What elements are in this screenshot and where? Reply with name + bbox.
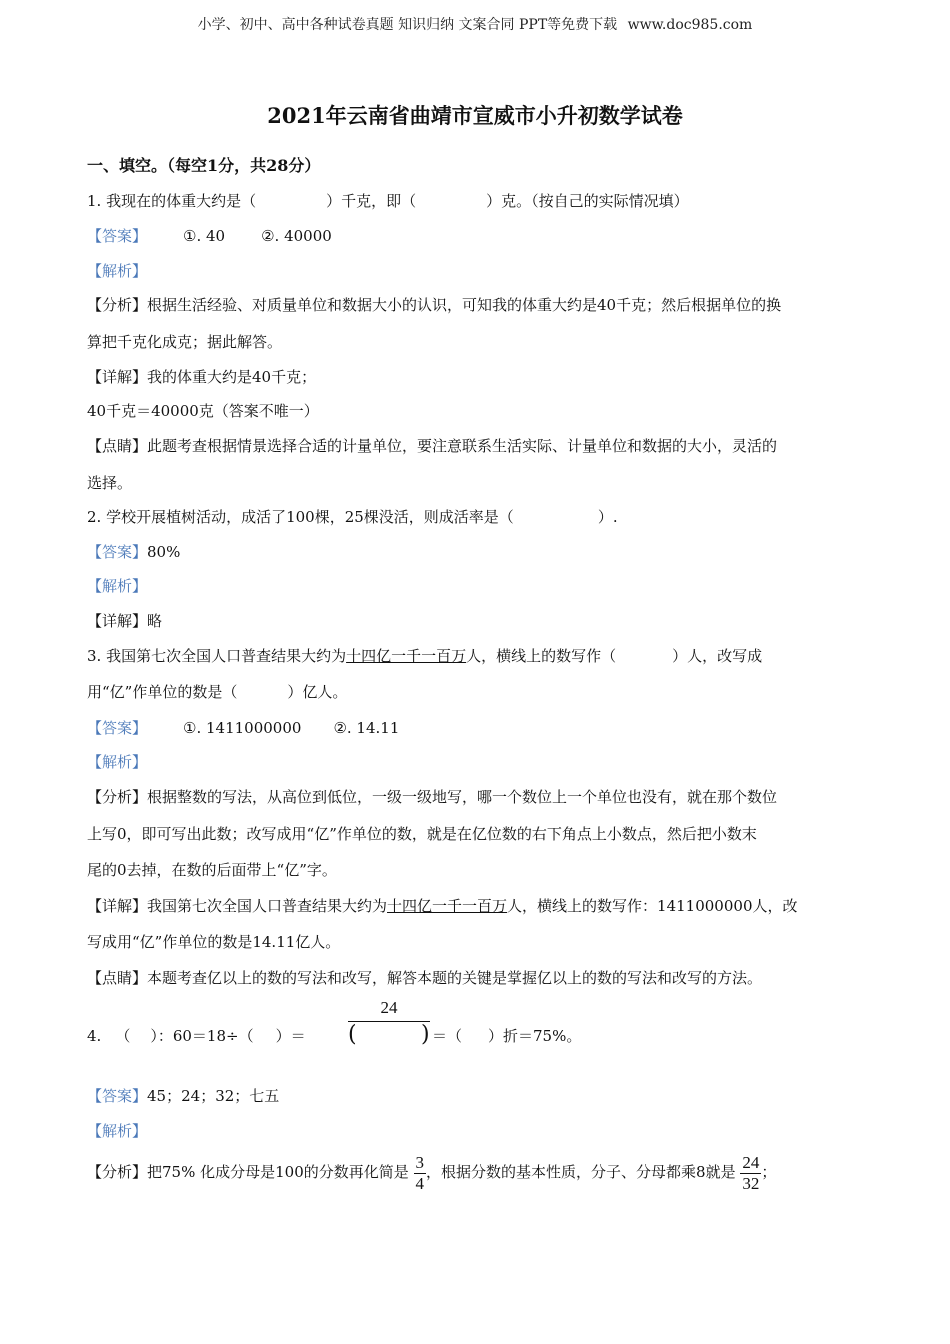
q4-answer: 【答案】45；24；32；七五 [87,1087,280,1105]
question-4: 4. （ ）：60＝18÷（ ）＝ [87,1027,306,1045]
q1-dianjing-2: 选择。 [87,474,133,492]
q2-answer: 【答案】80% [87,543,181,561]
q3-jiexi: 【解析】 [87,753,148,771]
q1-dianjing: 【点睛】此题考查根据情景选择合适的计量单位，要注意联系生活实际、计量单位和数据的大小，灵活的 [87,437,778,455]
question-3-line-2: 用“亿”作单位的数是（ ）亿人。 [87,683,348,701]
section-heading: 一、填空。（每空1分，共28分） [87,156,321,175]
q4-right-paren: ) [421,1022,430,1047]
q3-xiangjie-2: 写成用“亿”作单位的数是14.11亿人。 [87,933,341,951]
question-2: 2. 学校开展植树活动，成活了100棵，25棵没活，则成活率是（ ）. [87,508,618,526]
header-text: 小学、初中、高中各种试卷真题 知识归纳 文案合同 PPT等免费下载 [197,17,618,33]
q1-xiangjie: 【详解】我的体重大约是40千克； [87,368,317,386]
q1-xiangjie-2: 40千克＝40000克（答案不唯一） [87,402,319,420]
question-4-tail: ＝（ ）折＝75%。 [432,1027,582,1045]
page-title: 2021年云南省曲靖市宣威市小升初数学试卷 [267,103,683,128]
q1-fenxi: 【分析】根据生活经验、对质量单位和数据大小的认识，可知我的体重大约是40千克；然后根据单位的换 [87,296,782,314]
question-1: 1. 我现在的体重大约是（ ）千克，即（ ）克。（按自己的实际情况填） [87,192,689,210]
q4-fraction-numerator: 24 [380,998,398,1017]
q4-fenxi: 【分析】把75% 化成分母是100的分数再化简是 $\frac{3}{4}$ ，根据分数的基本性质，分子、分母都乘8就是 $\frac{24}{32}$ ； [87,1152,777,1193]
fraction-3-4: $\frac{3}{4}$ [415,1152,425,1193]
fraction-24-32: $\frac{24}{32}$ [742,1152,760,1193]
q1-jiexi: 【解析】 [87,262,148,280]
question-3: 3. 我国第七次全国人口普查结果大约为十四亿一千一百万人，横线上的数写作（ ）人，改写成 [87,647,763,665]
q1-fenxi-2: 算把千克化成克；据此解答。 [87,333,283,351]
q1-answer: 【答案】 ①. 40 ②. 40000 [87,227,332,245]
q2-jiexi: 【解析】 [87,577,148,595]
q4-fraction-bar [348,1021,430,1022]
q4-jiexi: 【解析】 [87,1122,148,1140]
q4-left-paren: ( [348,1022,357,1047]
q3-xiangjie: 【详解】我国第七次全国人口普查结果大约为十四亿一千一百万人，横线上的数写作：1411000000人，改 [87,897,798,915]
q3-answer: 【答案】 ①. 1411000000 ②. 14.11 [87,719,400,737]
q3-fenxi: 【分析】根据整数的写法，从高位到低位，一级一级地写，哪一个数位上一个单位也没有，就在那个数位 [87,788,778,806]
q3-fenxi-2: 上写0，即可写出此数；改写成用“亿”作单位的数，就是在亿位数的右下角点上小数点，然后把小数末 [87,825,757,843]
page-header [0,14,950,34]
header-url[interactable]: www.doc985.com [627,17,753,33]
q2-xiangjie: 【详解】略 [87,612,163,630]
q3-dianjing: 【点睛】本题考查亿以上的数的写法和改写，解答本题的关键是掌握亿以上的数的写法和改写的方法。 [87,969,763,987]
q3-fenxi-3: 尾的0去掉，在数的后面带上“亿”字。 [87,861,337,879]
